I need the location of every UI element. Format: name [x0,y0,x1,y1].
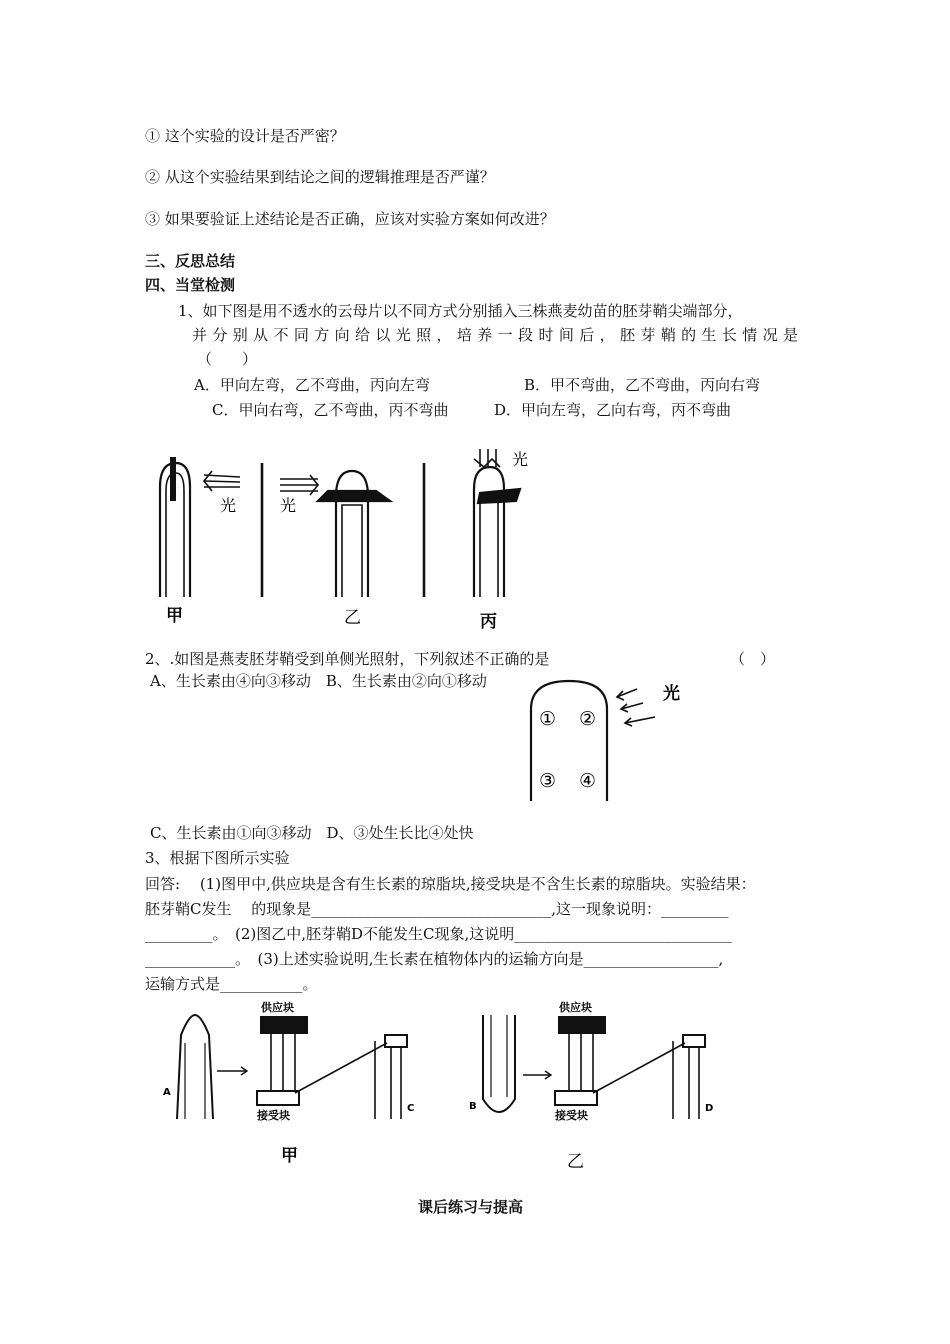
q1-option-d: D．甲向左弯，乙向右弯，丙不弯曲 [494,401,732,419]
q1-option-b: B．甲不弯曲，乙不弯曲，丙向右弯 [524,376,761,394]
receive-label-yi: 接受块 [555,1109,588,1122]
coleoptile-yi-outer [336,471,368,597]
light-label-bing: 光 [512,450,529,469]
q3-line5: 运输方式是___________。 [145,975,318,993]
supply-label-jia: 供应块 [261,1001,294,1014]
supply-block-jia [261,1017,307,1033]
receive-label-jia: 接受块 [257,1109,290,1122]
section-heading-reflect: 三、反思总结 [145,252,236,270]
after-class-title: 课后练习与提高 [418,1198,524,1216]
section-heading-test: 四、当堂检测 [145,276,236,294]
q1-option-c: C．甲向右弯，乙不弯曲，丙不弯曲 [212,401,449,419]
q3-stem: 3、根据下图所示实验 [145,849,290,867]
reflection-question-3: ③ 如果要验证上述结论是否正确，应该对实验方案如何改进？ [145,210,555,228]
position-3: ③ [539,770,557,792]
receive-block-jia [257,1091,299,1105]
coleoptile-d-top [683,1035,705,1047]
label-b: B [469,1101,477,1112]
q1-stem-line1: 1、如下图是用不透水的云母片以不同方式分别插入三株燕麦幼苗的胚芽鞘尖端部分， [178,302,743,320]
coleoptile-b [483,1015,515,1112]
supply-label-yi: 供应块 [559,1001,592,1014]
position-4: ④ [579,770,597,792]
coleoptile-bing-outer [474,467,504,597]
q2-stem: 2、.如图是燕麦胚芽鞘受到单侧光照射，下列叙述不正确的是 [145,650,550,668]
label-a: A [163,1087,171,1098]
light-label-jia: 光 [220,496,237,515]
q2-answer-paren: （ ） [730,650,776,668]
q3-line3: _________。 (2)图乙中,胚芽鞘D不能发生C现象,这说明_____________________________ [145,925,732,943]
reflection-question-2: ② 从这个实验结果到结论之间的逻辑推理是否严谨？ [145,168,495,186]
light-label-yi: 光 [280,496,297,515]
label-d: D [705,1103,714,1114]
label-c: C [407,1103,415,1114]
coleoptile-yi-inner [342,505,362,597]
reflection-question-1: ① 这个实验的设计是否严密？ [145,127,345,145]
position-2: ② [579,708,597,730]
light-label-q2: 光 [663,684,680,704]
label-bing: 丙 [480,612,497,632]
q2-options-ab: A、生长素由④向③移动 B、生长素由②向①移动 [150,672,487,690]
label-yi-fig3: 乙 [567,1152,584,1172]
label-jia: 甲 [166,606,183,626]
label-jia-fig3: 甲 [281,1146,298,1166]
q1-stem-line2: 并分别从不同方向给以光照，培养一段时间后，胚芽鞘的生长情况是 [192,326,798,344]
coleoptile-c-top [385,1035,407,1047]
q3-line4: ____________。 (3)上述实验说明,生长素在植物体内的运输方向是__________________, [145,950,724,968]
q2-coleoptile-figure [525,677,705,802]
q1-coleoptile-figure [140,445,540,635]
q2-options-cd: C、生长素由①向③移动 D、③处生长比④处快 [150,824,474,842]
supply-block-yi [559,1017,605,1033]
coleoptile-bing-inner [480,501,498,597]
coleoptile-a [177,1015,213,1119]
q3-transport-figure [155,995,725,1175]
q3-line2: 胚芽鞘C发生 的现象是________________________________,这一现象说明：_________ [145,900,729,918]
position-1: ① [539,708,557,730]
q1-option-a: A．甲向左弯，乙不弯曲，丙向左弯 [194,376,430,394]
mica-sheet-bing [478,489,520,503]
q3-line1: 回答: (1)图甲中,供应块是含有生长素的琼脂块,接受块是不含生长素的琼脂块。实验结果： [145,875,756,893]
q1-answer-paren: （ ） [197,350,258,368]
receive-block-yi [555,1091,597,1105]
mica-sheet-yi [318,491,390,501]
label-yi: 乙 [344,608,361,628]
